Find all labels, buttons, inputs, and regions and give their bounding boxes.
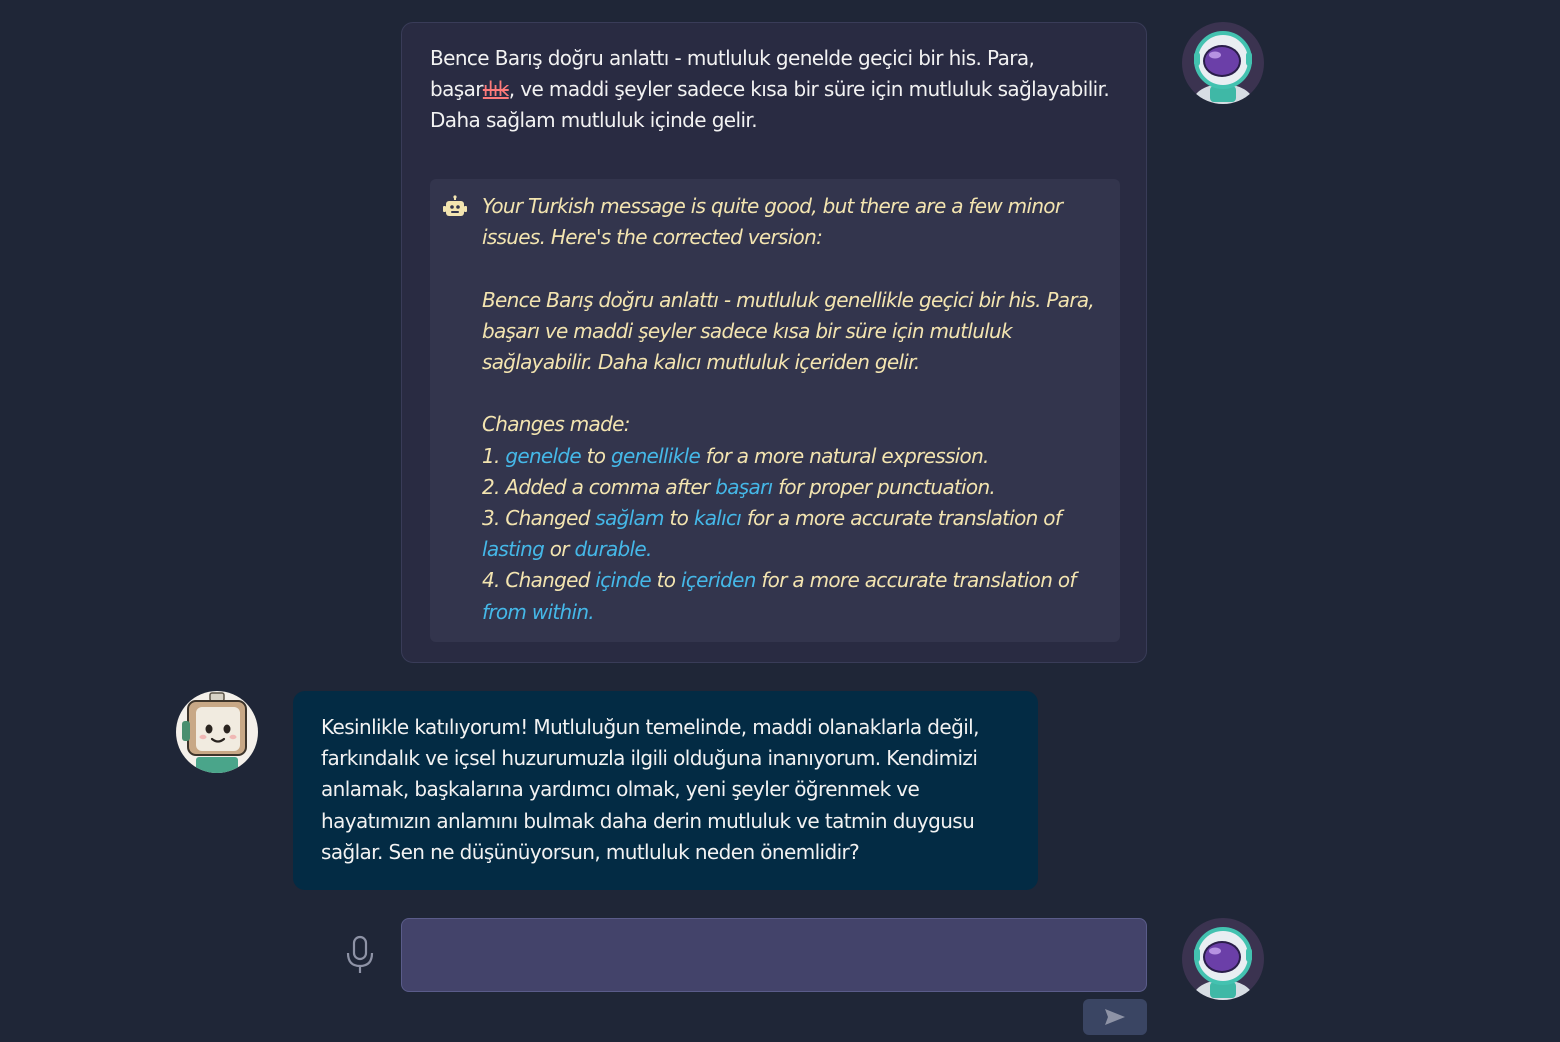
highlight-word: içinde [595, 568, 651, 593]
highlight-word: içeriden [680, 568, 756, 593]
user-message-bubble [401, 22, 1147, 663]
user-text-after: , ve maddi şeyler sadece kısa bir süre için mutluluk sağlayabilir. Daha sağlam mutluluk içinde gelir. [430, 77, 1110, 132]
highlight-word: başarı [715, 474, 773, 499]
misspelling-strikethrough: ılık [482, 77, 509, 101]
correction-box [430, 179, 1120, 642]
corrected-sentence: Bence Barış doğru anlattı - mutluluk genellikle geçici bir his. Para, başarı ve maddi şeyler sadece kısa bir süre için mutluluk sağlayabilir. Daha kalıcı mutluluk içeriden gelir. [482, 287, 1095, 374]
user-avatar-input [1182, 918, 1264, 1000]
astronaut-avatar-icon [1182, 22, 1264, 104]
send-icon [1103, 1007, 1127, 1027]
bot-message-bubble [293, 691, 1038, 890]
robot-icon [443, 195, 467, 219]
highlight-word: from within. [482, 599, 594, 624]
change-item: 4. Changed içinde to içeriden for a more accurate translation of from within. [482, 568, 1076, 624]
correction-text [482, 191, 1112, 628]
highlight-word: lasting [482, 537, 545, 562]
change-item: 2. Added a comma after başarı for proper punctuation. [482, 474, 996, 499]
astronaut-avatar-icon [1182, 918, 1264, 1000]
change-item: 1. genelde to genellikle for a more natural expression. [482, 443, 989, 468]
correction-intro: Your Turkish message is quite good, but there are a few minor issues. Here's the corrected version: [482, 194, 1063, 250]
send-button[interactable] [1083, 999, 1147, 1035]
highlight-word: genelde [505, 443, 581, 468]
highlight-word: genellikle [610, 443, 701, 468]
changes-heading: Changes made: [482, 412, 630, 437]
highlight-word: sağlam [595, 506, 664, 530]
bot-message-text: Kesinlikle katılıyorum! Mutluluğun temelinde, maddi olanaklarla değil, farkındalık ve içsel huzurumuzla ilgili olduğuna inanıyorum. Kendimizi anlamak, başkalarına yardımcı olmak, yeni şeyler öğrenmek ve hayatımızın anlamını bulmak daha derin mutluluk ve tatmin duygusu sağlar. Sen ne düşünüyorsun, mutluluk neden önemlidir? [321, 715, 979, 864]
user-avatar [1182, 22, 1264, 104]
user-text-before: Bence Barış doğru anlattı - mutluluk genelde geçici bir his. Para, başar [430, 46, 1035, 101]
microphone-icon[interactable] [344, 935, 376, 975]
highlight-word: kalıcı [693, 506, 742, 530]
user-message-text [430, 43, 1120, 136]
bot-avatar [176, 691, 258, 773]
highlight-word: durable. [574, 537, 652, 562]
change-item: 3. Changed sağlam to kalıcı for a more accurate translation of lasting or durable. [482, 506, 1062, 562]
robot-avatar-icon [176, 691, 258, 773]
message-input[interactable] [401, 918, 1147, 992]
